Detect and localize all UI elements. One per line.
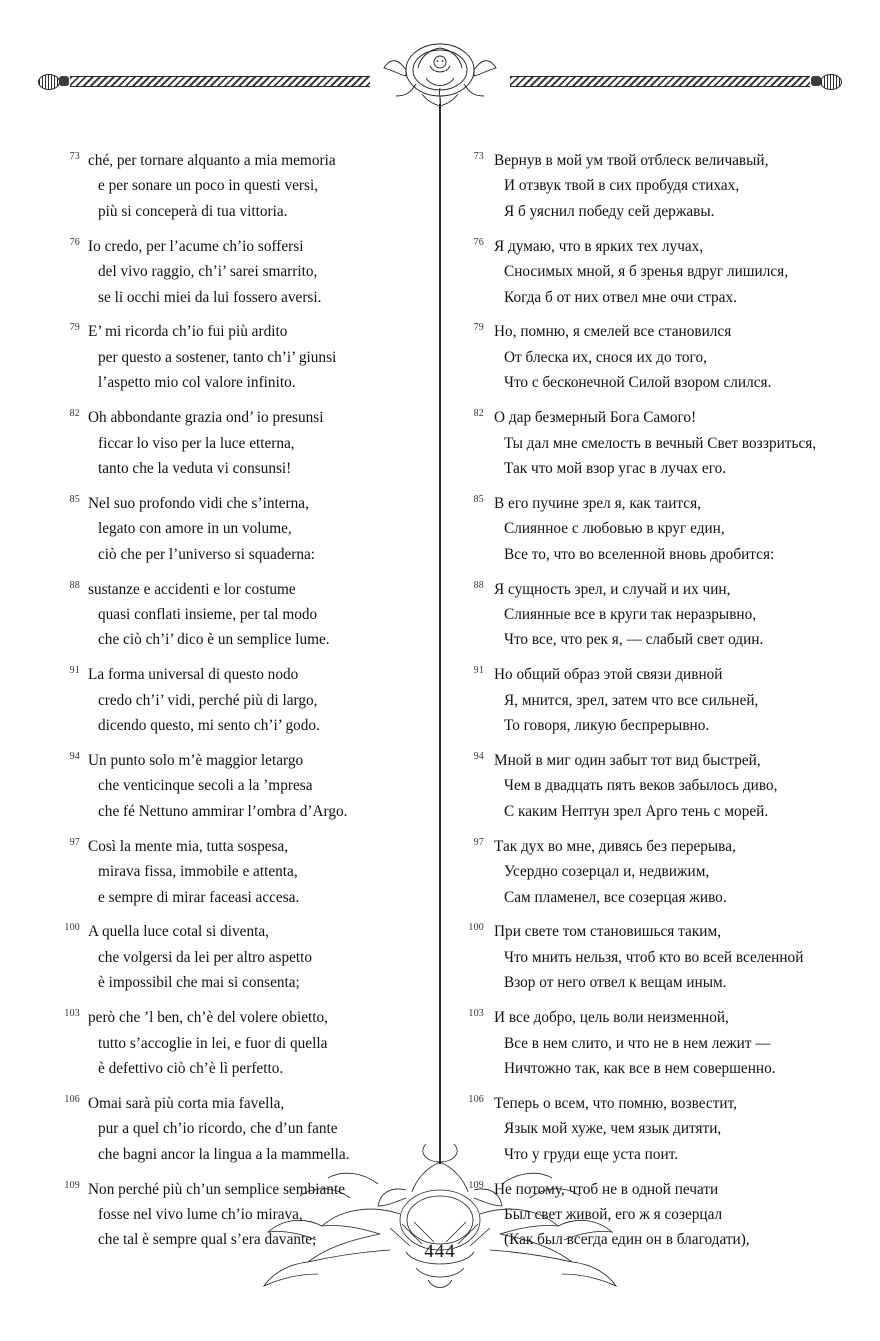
line-number: 106 (468, 1093, 484, 1105)
verse-line: Что с бесконечной Силой взором слился. (504, 374, 772, 392)
tercet-lines (88, 919, 438, 995)
verse-line: При свете том становишься таким, (494, 923, 721, 941)
line-number: 76 (473, 236, 484, 248)
tercet (462, 577, 842, 653)
column-italian (58, 148, 438, 1262)
line-number: 73 (69, 151, 80, 162)
verse-line: che volgersi da lei per altro aspetto (98, 948, 313, 966)
tercet-lines (88, 405, 438, 481)
tercet (462, 319, 842, 395)
tercet-lines (492, 234, 842, 310)
tercet-lines (492, 491, 842, 567)
verse-line: Все то, что во вселенной вновь дробится: (504, 545, 775, 563)
tassel-left-icon (38, 69, 74, 93)
verse-line: Io credo, per l’acume ch’io soffersi (88, 237, 304, 255)
verse-line: О дар безмерный Бога Самого! (494, 409, 697, 427)
verse-line: И все добро, цель воли неизменной, (494, 1009, 729, 1027)
verse-line: che fé Nettuno ammirar l’ombra d’Argo. (98, 802, 348, 820)
verse-line: Ты дал мне смелость в вечный Свет воззриться, (504, 434, 817, 452)
verse-line: Что мнить нельзя, чтоб кто во всей вселенной (504, 948, 804, 966)
tercet (462, 148, 842, 224)
tercet-lines (88, 662, 438, 738)
page-number: 444 (424, 1241, 456, 1262)
verse-line: Я сущность зрел, и случай и их чин, (494, 580, 731, 598)
tercet (58, 834, 438, 910)
line-number: 106 (64, 1093, 80, 1105)
verse-line: Сам пламенел, все созерцая живо. (504, 888, 727, 906)
tercet (462, 748, 842, 824)
verse-line: quasi conflati insieme, per tal modo (98, 606, 318, 623)
bottom-ornament-icon (230, 1128, 650, 1303)
verse-line: dicendo questo, mi sento ch’i’ godo. (98, 717, 320, 735)
verse-line: mirava fissa, immobile e attenta, (98, 863, 298, 881)
verse-line: Не потому, чтоб не в одной печати (494, 1180, 719, 1198)
verse-line: legato con amore in un volume, (98, 520, 292, 538)
tercet-lines (492, 1005, 842, 1081)
verse-line: Nel suo profondo vidi che s’interna, (88, 494, 309, 512)
verse-line: От блеска их, снося их до того, (504, 348, 707, 366)
verse-line: Усердно созерцал и, недвижим, (504, 863, 710, 881)
verse-line: Взор от него отвел к вещам иным. (504, 974, 727, 992)
tercet-lines (492, 748, 842, 824)
tercet (58, 919, 438, 995)
line-number: 103 (468, 1008, 484, 1020)
verse-line: Был свет живой, его ж я созерцал (504, 1206, 723, 1224)
tassel-right-icon (806, 69, 842, 93)
line-number: 109 (468, 1179, 484, 1191)
verse-line: ché, per tornare alquanto a mia memoria (88, 152, 336, 169)
verse-line: che ciò ch’i’ dico è un semplice lume. (98, 631, 330, 649)
line-number: 94 (69, 751, 80, 763)
verse-line: del vivo raggio, ch’i’ sarei smarrito, (98, 263, 318, 281)
line-number: 82 (69, 408, 80, 420)
verse-line: A quella luce cotal si diventa, (88, 923, 269, 941)
line-number: 79 (473, 322, 484, 334)
verse-line: Non perché più ch’un semplice sembiante (88, 1180, 345, 1198)
verse-line: Я, мнится, зрел, затем что все сильней, (504, 691, 759, 709)
verse-line: è impossibil che mai si consenta; (98, 974, 300, 992)
verse-line: Слиянные все в круги так неразрывно, (504, 606, 757, 623)
tercet-lines (88, 577, 438, 653)
verse-line: ciò che per l’universo si squaderna: (98, 545, 316, 563)
verse-line: tutto s’accoglie in lei, e fuor di quella (98, 1034, 328, 1052)
column-divider (439, 104, 441, 1164)
verse-line: Так что мой взор угас в лучах его. (504, 459, 727, 477)
verse-line: Un punto solo m’è maggior letargo (88, 752, 304, 770)
tercet-lines (492, 405, 842, 481)
tercet-lines (88, 234, 438, 310)
verse-line: fosse nel vivo lume ch’io mirava, (98, 1206, 303, 1224)
line-number: 88 (473, 579, 484, 591)
verse-line: И отзвук твой в сих пробудя стихах, (504, 177, 740, 195)
tercet (58, 1005, 438, 1081)
tercet-lines (88, 491, 438, 567)
tercet (462, 662, 842, 738)
verse-line: Я б уяснил победу сей державы. (504, 202, 715, 220)
verse-line: più si conceperà di tua vittoria. (98, 202, 288, 220)
tercet-lines (492, 319, 842, 395)
verse-line: Теперь о всем, что помню, возвестит, (494, 1094, 737, 1112)
verse-line: che bagni ancor la lingua a la mammella. (98, 1145, 350, 1163)
verse-line: se li occhi miei da lui fossero aversi. (98, 288, 322, 306)
tercet (58, 234, 438, 310)
tercet (462, 234, 842, 310)
verse-line: Вернув в мой ум твой отблеск величавый, (494, 152, 769, 169)
verse-line: è defettivo ciò ch’è lì perfetto. (98, 1060, 284, 1077)
line-number: 76 (69, 236, 80, 248)
tercet (58, 748, 438, 824)
verse-line: per questo a sostener, tanto ch’i’ giunsi (98, 348, 337, 366)
verse-line: Но, помню, я смелей все становился (494, 323, 732, 341)
line-number: 79 (69, 322, 80, 334)
tercet-lines (88, 1005, 438, 1081)
verse-line: Così la mente mia, tutta sospesa, (88, 837, 289, 855)
line-number: 91 (69, 665, 80, 677)
verse-line: То говоря, ликую беспрерывно. (504, 717, 710, 735)
column-russian (462, 148, 842, 1262)
verse-line: Когда б от них отвел мне очи страх. (504, 288, 737, 306)
verse-line: sustanze e accidenti e lor costume (88, 580, 296, 598)
cherub-crest-icon (370, 36, 510, 114)
verse-line: e per sonare un poco in questi versi, (98, 177, 319, 195)
line-number: 82 (473, 408, 484, 420)
line-number: 103 (64, 1008, 80, 1020)
tercet-lines (492, 834, 842, 910)
tercet-lines (492, 919, 842, 995)
line-number: 91 (473, 665, 484, 677)
top-ornament (0, 36, 880, 108)
verse-line: Что все, что рек я, — слабый свет один. (504, 631, 764, 649)
verse-line: Чем в двадцать пять веков забылось диво, (504, 777, 778, 795)
verse-line: Слиянное с любовью в круг един, (504, 520, 725, 538)
tercet-lines (88, 748, 438, 824)
verse-line: l’aspetto mio col valore infinito. (98, 374, 296, 392)
line-number: 109 (64, 1179, 80, 1191)
line-number: 94 (473, 751, 484, 763)
verse-line: Oh abbondante grazia ond’ io presunsi (88, 409, 324, 427)
tercet-lines (492, 577, 842, 653)
verse-line: e sempre di mirar faceasi accesa. (98, 888, 300, 906)
tercet (462, 834, 842, 910)
tercet (58, 491, 438, 567)
tercet-lines (492, 148, 842, 224)
verse-line: Но общий образ этой связи дивной (494, 666, 723, 684)
verse-line: Мной в миг один забыт тот вид быстрей, (494, 752, 761, 770)
line-number: 85 (473, 493, 484, 505)
line-number: 97 (473, 836, 484, 848)
verse-line: pur a quel ch’io ricordo, che d’un fante (98, 1120, 338, 1138)
ornament-rule-left (70, 76, 370, 87)
verse-line: La forma universal di questo nodo (88, 666, 299, 684)
verse-line: Я думаю, что в ярких тех лучах, (494, 237, 704, 255)
verse-line: tanto che la veduta vi consunsi! (98, 459, 292, 477)
verse-line: credo ch’i’ vidi, perché più di largo, (98, 691, 318, 709)
verse-line: Что у груди еще уста поит. (504, 1145, 679, 1163)
tercet (58, 577, 438, 653)
verse-line: (Как был всегда един он в благодати), (504, 1231, 750, 1249)
verse-line: Сносимых мной, я б зренья вдруг лишился, (504, 263, 789, 281)
ornament-rule-right (510, 76, 810, 87)
tercet-lines (88, 834, 438, 910)
line-number: 88 (69, 579, 80, 591)
verse-line: Ничтожно так, как все в нем совершенно. (504, 1060, 776, 1077)
tercet (58, 405, 438, 481)
tercet-lines (88, 319, 438, 395)
tercet (58, 148, 438, 224)
tercet (462, 919, 842, 995)
line-number: 97 (69, 836, 80, 848)
verse-line: che venticinque secoli a la ’mpresa (98, 777, 313, 795)
tercet-lines (88, 148, 438, 224)
verse-line: però che ’l ben, ch’è del volere obietto, (88, 1009, 328, 1027)
verse-line: В его пучине зрел я, как таится, (494, 494, 701, 512)
tercet (462, 405, 842, 481)
line-number: 100 (64, 922, 80, 934)
line-number: 85 (69, 493, 80, 505)
tercet (462, 491, 842, 567)
verse-line: С каким Нептун зрел Арго тень с морей. (504, 802, 769, 820)
verse-line: Omai sarà più corta mia favella, (88, 1094, 285, 1112)
verse-line: E’ mi ricorda ch’io fui più ardito (88, 323, 288, 341)
verse-line: Все в нем слито, и что не в нем лежит — (504, 1034, 771, 1052)
verse-line: che tal è sempre qual s’era davante; (98, 1231, 317, 1249)
tercet (58, 662, 438, 738)
tercet (58, 319, 438, 395)
line-number: 73 (473, 151, 484, 162)
tercet (462, 1005, 842, 1081)
line-number: 100 (468, 922, 484, 934)
tercet-lines (492, 662, 842, 738)
verse-line: Так дух во мне, дивясь без перерыва, (494, 837, 736, 855)
verse-line: ficcar lo viso per la luce etterna, (98, 434, 295, 452)
verse-line: Язык мой хуже, чем язык дитяти, (504, 1120, 722, 1138)
